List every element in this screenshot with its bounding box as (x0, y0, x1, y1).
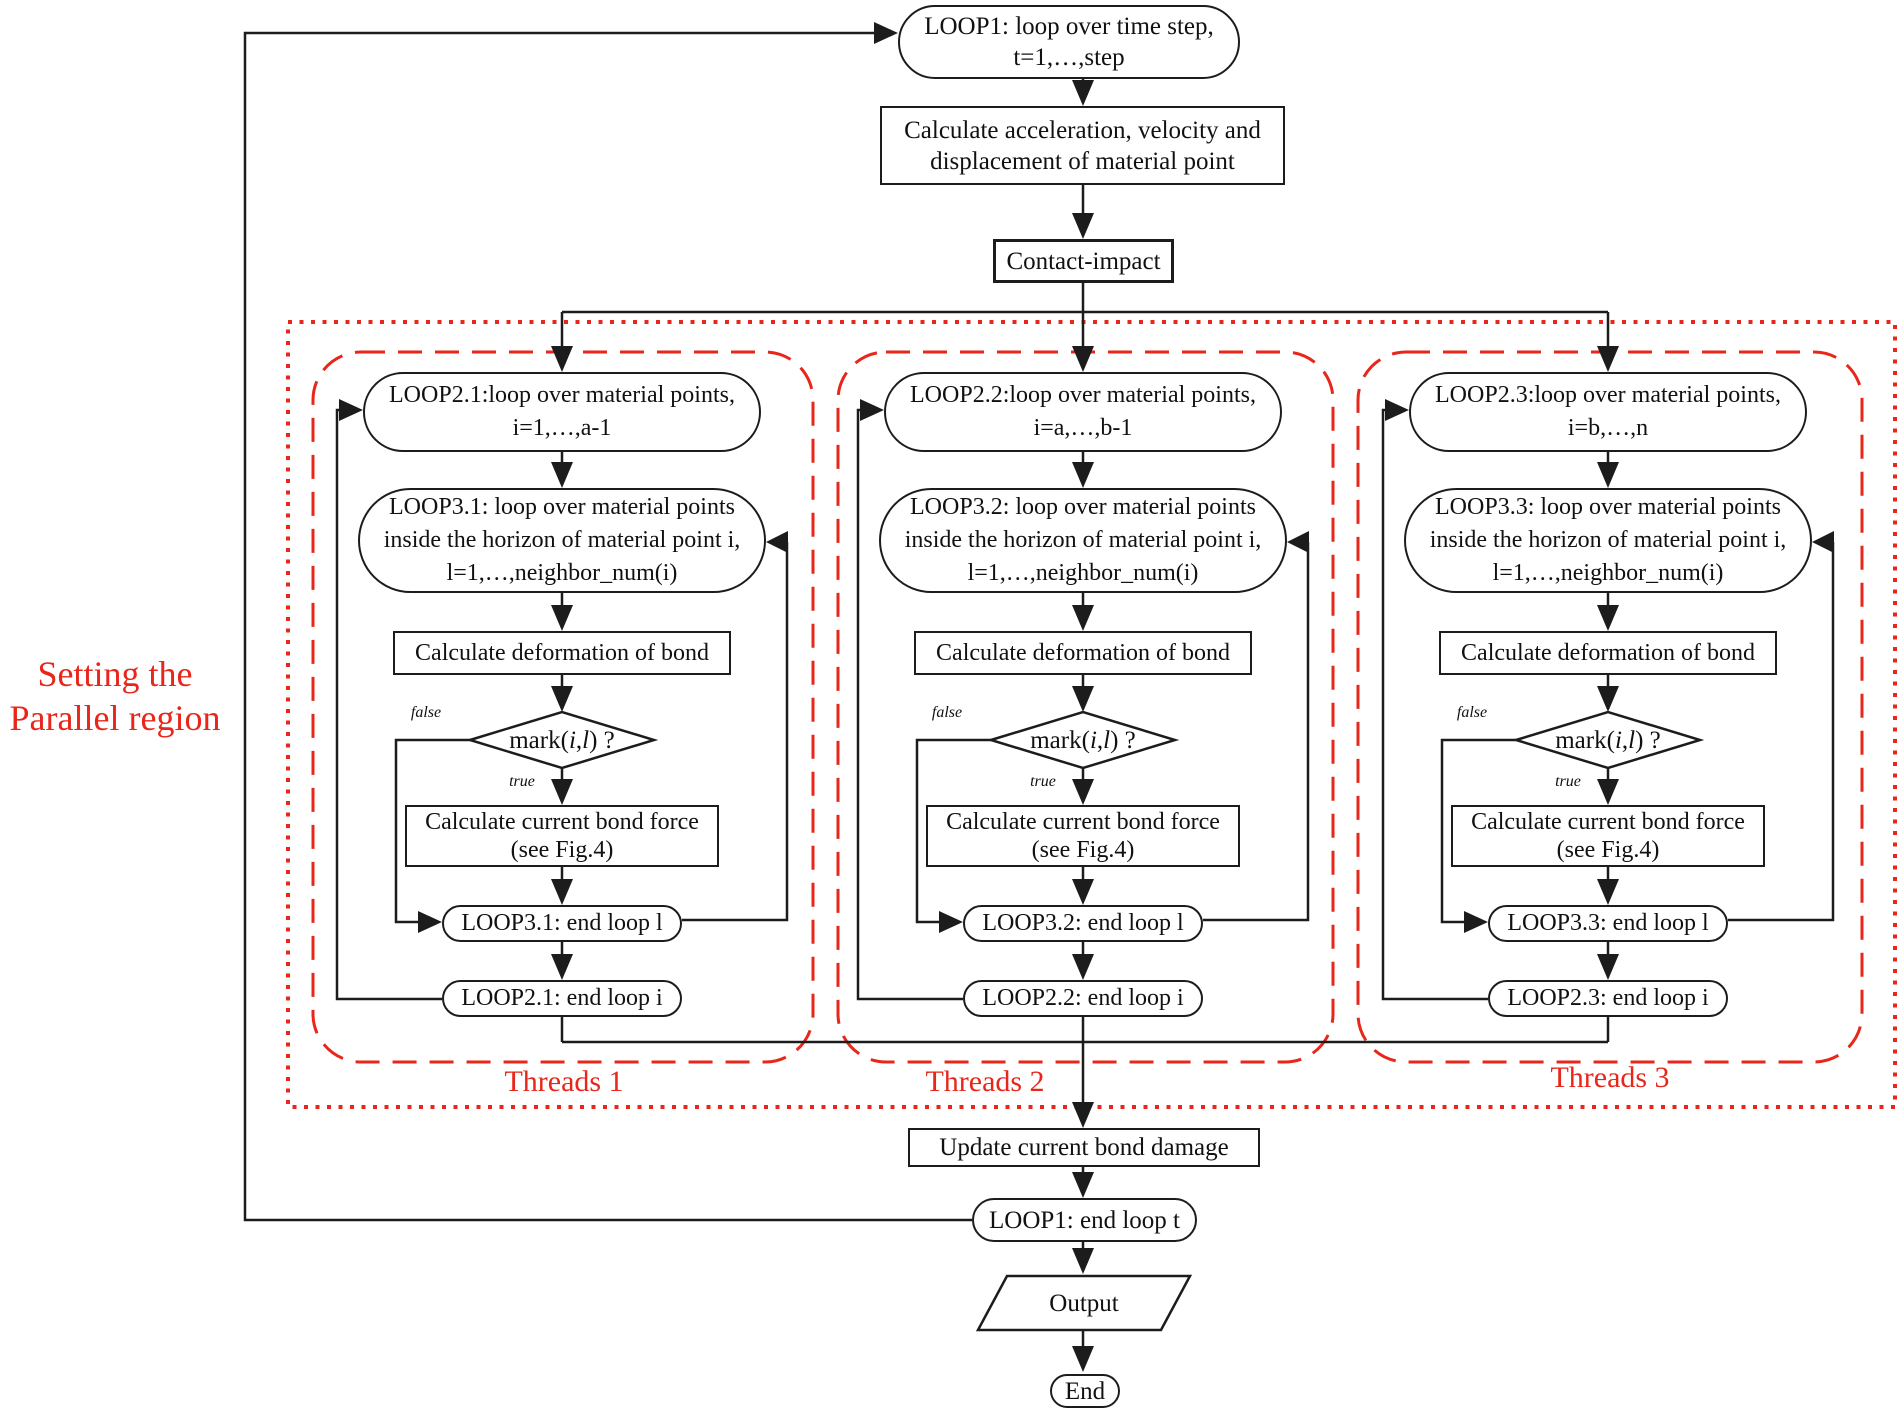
t2-loop3-start-line3: l=1,…,neighbor_num(i) (967, 560, 1199, 586)
calc-acceleration-line2: displacement of material point (930, 147, 1235, 175)
t2-false-label: false (931, 704, 963, 721)
t1-decision-text: mark(i,l) ? (509, 726, 615, 754)
t1-loop2-start-node (363, 372, 761, 452)
t1-loop3-end-label: LOOP3.1: end loop l (461, 910, 663, 936)
thread-3-label: Threads 3 (1550, 1061, 1670, 1094)
arrow-t1-loop-i (339, 399, 363, 421)
t2-force-node (926, 805, 1240, 867)
t3-loop3-start-line3: l=1,…,neighbor_num(i) (1492, 560, 1724, 586)
t3-true-label: true (1555, 773, 1581, 790)
t3-loop3-start-node (1404, 488, 1812, 593)
t3-loop2-start-line2: i=b,…,n (1567, 415, 1649, 441)
loop1-end-label: LOOP1: end loop t (989, 1206, 1180, 1234)
t1-true-label: true (509, 773, 535, 790)
arrow-t2-false (939, 911, 963, 933)
loop1-start-line1: LOOP1: loop over time step, (924, 13, 1214, 40)
output-node (984, 1276, 1184, 1330)
t2-true-label: true (1030, 773, 1056, 790)
contact-impact-label: Contact-impact (1006, 247, 1161, 275)
t1-loop3-start-line1: LOOP3.1: loop over material points (389, 494, 735, 520)
t1-deform-node (393, 631, 731, 675)
t2-loop3-end-node (963, 905, 1203, 942)
arrow-into-loop1 (874, 22, 898, 44)
t2-loop2-end-node (963, 980, 1203, 1017)
update-bond-damage-node (908, 1128, 1260, 1167)
t3-decision-label (1516, 712, 1700, 768)
loop1-start-node (898, 5, 1240, 79)
t2-loop3-start-node (879, 488, 1287, 593)
t3-loop2-start-line1: LOOP2.3:loop over material points, (1435, 382, 1781, 408)
t3-force-line2: (see Fig.4) (1556, 837, 1660, 863)
arrow-t1-loop-l (766, 531, 788, 553)
t2-loop2-end-label: LOOP2.2: end loop i (982, 985, 1184, 1011)
t3-loop2-end-label: LOOP2.3: end loop i (1507, 985, 1709, 1011)
t2-force-line1: Calculate current bond force (946, 809, 1220, 835)
t2-deform-node (914, 631, 1252, 675)
arrow-t3-false (1464, 911, 1488, 933)
loop1-end-node (972, 1198, 1197, 1242)
t3-deform-node (1439, 631, 1777, 675)
t3-loop2-end-node (1488, 980, 1728, 1017)
t2-force-line2: (see Fig.4) (1031, 837, 1135, 863)
t3-force-node (1451, 805, 1765, 867)
t3-decision-text: mark(i,l) ? (1555, 726, 1661, 754)
t1-loop2-start-line2: i=1,…,a-1 (512, 415, 612, 441)
update-bond-damage-label: Update current bond damage (939, 1134, 1229, 1161)
end-node (1050, 1374, 1120, 1408)
t3-loop3-start-line2: inside the horizon of material point i, (1429, 527, 1787, 553)
arrow-t1-false (418, 911, 442, 933)
t2-loop2-start-line1: LOOP2.2:loop over material points, (910, 382, 1256, 408)
t2-loop2-start-line2: i=a,…,b-1 (1033, 415, 1133, 441)
t1-loop2-end-label: LOOP2.1: end loop i (461, 985, 663, 1011)
thread-2-label: Threads 2 (925, 1065, 1045, 1098)
t1-loop3-start-node (358, 488, 766, 593)
t1-loop3-start-line2: inside the horizon of material point i, (383, 527, 741, 553)
arrow-t3-loop-i (1385, 399, 1409, 421)
calc-acceleration-line1: Calculate acceleration, velocity and (904, 116, 1261, 144)
t3-loop3-end-label: LOOP3.3: end loop l (1507, 910, 1709, 936)
t3-loop3-end-node (1488, 905, 1728, 942)
arrow-t3-loop-l (1812, 531, 1834, 553)
arrow-t2-loop-i (860, 399, 884, 421)
t2-loop3-start-line1: LOOP3.2: loop over material points (910, 494, 1256, 520)
parallel-region-label (0, 652, 230, 740)
t3-false-label: false (1456, 704, 1488, 721)
t3-deform-label: Calculate deformation of bond (1461, 639, 1755, 666)
t2-loop3-start-line2: inside the horizon of material point i, (904, 527, 1262, 553)
t2-loop2-start-node (884, 372, 1282, 452)
t1-force-line2: (see Fig.4) (510, 837, 614, 863)
parallel-region-label-line1: Setting the (37, 654, 193, 694)
t3-loop3-start-line1: LOOP3.3: loop over material points (1435, 494, 1781, 520)
t2-loop3-end-label: LOOP3.2: end loop l (982, 910, 1184, 936)
t2-decision-label (991, 712, 1175, 768)
calc-acceleration-node (880, 106, 1285, 185)
t1-force-node (405, 805, 719, 867)
output-label: Output (1049, 1289, 1119, 1317)
thread-1-label: Threads 1 (504, 1065, 624, 1098)
t3-force-line1: Calculate current bond force (1471, 809, 1745, 835)
arrow-t2-loop-l (1287, 531, 1309, 553)
end-label: End (1064, 1377, 1106, 1405)
t1-false-label: false (410, 704, 442, 721)
t3-loop2-start-node (1409, 372, 1807, 452)
arrowheads (339, 22, 1834, 1372)
parallel-region-label-line2: Parallel region (9, 698, 221, 738)
t1-force-line1: Calculate current bond force (425, 809, 699, 835)
t1-deform-label: Calculate deformation of bond (415, 639, 709, 666)
contact-impact-node (993, 239, 1174, 283)
t1-loop3-start-line3: l=1,…,neighbor_num(i) (446, 560, 678, 586)
t2-deform-label: Calculate deformation of bond (936, 639, 1230, 666)
t2-decision-text: mark(i,l) ? (1030, 726, 1136, 754)
t1-decision-label (470, 712, 654, 768)
t1-loop3-end-node (442, 905, 682, 942)
loop1-start-line2: t=1,…,step (1013, 44, 1125, 71)
t1-loop2-end-node (442, 980, 682, 1017)
t1-loop2-start-line1: LOOP2.1:loop over material points, (389, 382, 735, 408)
